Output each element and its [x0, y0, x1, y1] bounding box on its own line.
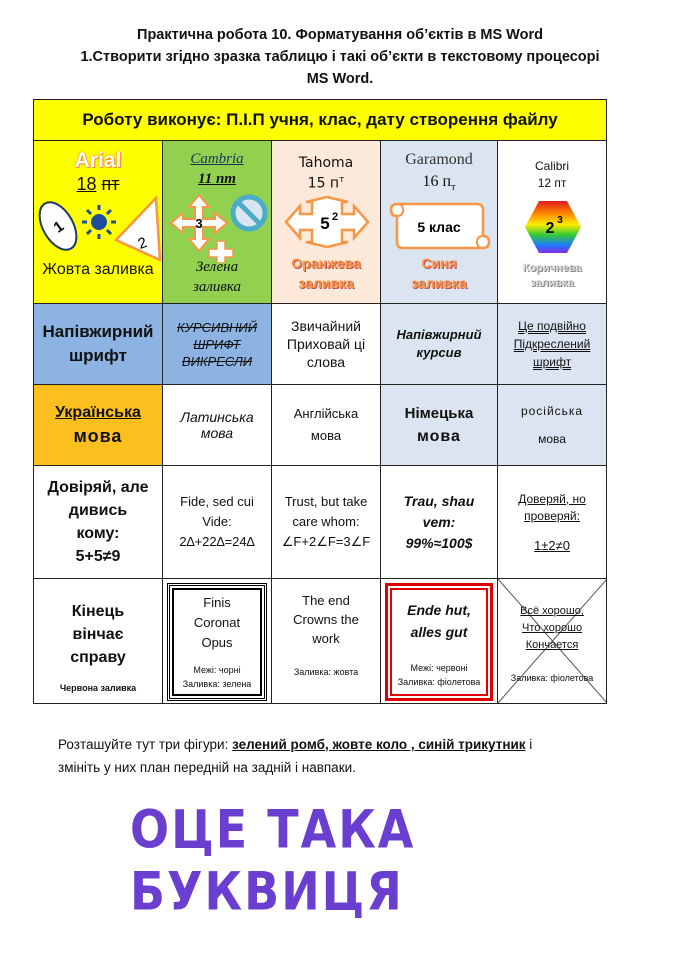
proverb-line: vem:	[422, 513, 456, 530]
cell-bold-italic[interactable]	[381, 304, 498, 385]
scroll-banner-shape	[387, 196, 491, 252]
end-uk	[34, 600, 162, 669]
font-size-value: 18	[76, 174, 97, 194]
font-size-garamond	[381, 173, 497, 193]
end-en-note: Заливка: жовта	[293, 667, 359, 677]
sun-icon	[82, 205, 116, 239]
cell-end-en[interactable]	[272, 579, 381, 704]
end-la-note	[163, 663, 271, 691]
end-uk-note: Червона заливка	[59, 683, 137, 693]
end-line: справу	[70, 648, 126, 666]
cell-proverb-en[interactable]	[272, 466, 381, 579]
end-line: Coronat	[193, 615, 241, 630]
lang-russian-mova: мова	[538, 432, 566, 446]
lang-russian: російська	[520, 404, 584, 418]
lang-german-mova: мова	[417, 427, 461, 445]
instruction-highlight: зелений ромб, жовте коло , синій трикутник	[232, 737, 526, 752]
cell-double-underline[interactable]	[498, 304, 607, 385]
proverb-line: 2∆+22∆=24∆	[179, 534, 255, 549]
instruction-line2: змініть у них план передній на задній і навпаки.	[58, 760, 356, 775]
lang-german: Німецька	[404, 404, 474, 422]
end-line: Что хорошо	[521, 622, 583, 634]
header-row-cell[interactable]	[34, 100, 607, 141]
cell-end-uk[interactable]	[34, 579, 163, 704]
size-text: 16 п	[422, 173, 452, 190]
fill-label-line2: заливка	[298, 275, 354, 291]
end-line: Кончается	[525, 639, 579, 651]
fill-label-line2: заливка	[411, 275, 467, 291]
fill-label-tahoma	[272, 253, 380, 293]
end-ru	[498, 603, 606, 654]
font-name-arial: Arial	[74, 149, 122, 172]
proverb-line: 1±2≠0	[534, 537, 571, 553]
circle-number: 1	[50, 217, 68, 237]
hex-sup: 3	[557, 215, 563, 226]
proverb-line: кому:	[76, 525, 120, 542]
size-sub: т	[451, 182, 456, 194]
arrow-sup: 2	[331, 211, 339, 223]
end-line: The end	[302, 593, 350, 608]
cell-german[interactable]	[381, 385, 498, 466]
instruction-line1	[58, 734, 532, 755]
page-title-line2: 1.Створити згідно зразка таблицю і такі об’єкти в текстовому процесорі	[80, 49, 600, 65]
proverb-en	[272, 492, 380, 552]
proverb-ru	[498, 491, 606, 554]
proverb-line: Доверяй, но	[518, 491, 586, 506]
fill-label-line1: Синя	[421, 255, 457, 271]
end-line: Finis	[203, 595, 231, 610]
cell-cambria[interactable]	[163, 141, 272, 304]
instruction-text: і	[525, 737, 533, 752]
proverb-line: Vide:	[202, 514, 232, 529]
font-size-calibri: 12 пт	[537, 176, 567, 190]
cell-end-ru[interactable]	[498, 579, 607, 704]
size-sup: т	[339, 175, 345, 185]
page-title-line3: MS Word.	[306, 71, 374, 87]
style-double-underline-text: Це подвійно Підкреслений шрифт	[513, 319, 591, 369]
arrow-base: 5	[320, 214, 330, 233]
fill-label-calibri	[498, 261, 606, 291]
end-line: Всё хорошо,	[520, 605, 584, 617]
fill-label-line2: заливка	[530, 277, 574, 289]
prohibited-icon	[233, 197, 265, 229]
style-bold-text: Напівжирний шрифт	[42, 322, 154, 365]
fill-label-garamond	[381, 253, 497, 293]
proverb-line: Trust, but take	[284, 494, 368, 509]
cell-italic-strike[interactable]	[163, 304, 272, 385]
cell-proverb-ru[interactable]	[498, 466, 607, 579]
style-italic-strike-text: КУРСИВНИЙ ШРИФТ ВИКРЕСЛИ	[177, 319, 257, 369]
triangle-number: 2	[135, 233, 150, 253]
end-en	[272, 591, 380, 648]
proverb-line: проверяй:	[524, 508, 580, 523]
rainbow-hexagon-shape	[522, 197, 584, 257]
proverb-line: Довіряй, але	[47, 479, 149, 496]
font-name-tahoma: Tahoma	[298, 155, 354, 171]
proverb-uk	[34, 476, 162, 568]
proverb-line: дивись	[68, 502, 128, 519]
font-size-cambria: 11 пт	[198, 171, 236, 187]
note-line: Межі: червоні	[410, 663, 468, 673]
cell-end-de[interactable]	[381, 579, 498, 704]
proverb-line: Fide, sed cui	[180, 494, 254, 509]
end-line: Ende hut,	[407, 602, 471, 618]
end-la	[163, 593, 271, 653]
lang-ukrainian: Українська	[55, 403, 141, 421]
instruction-text: Розташуйте тут три фігури:	[58, 737, 233, 752]
end-ru-note: Заливка: фіолетова	[510, 673, 594, 683]
double-arrow-shape	[284, 196, 370, 248]
font-name-garamond: Garamond	[405, 151, 473, 168]
cell-bold[interactable]	[34, 304, 163, 385]
font-size-tahoma	[272, 175, 380, 192]
fill-label-cambria	[163, 257, 271, 297]
font-size-unit: пт	[101, 174, 120, 194]
header-row-text: Роботу виконує: П.І.П учня, клас, дату створення файлу	[82, 110, 558, 129]
font-name-cambria: Cambria	[190, 151, 244, 167]
scroll-text: 5 клас	[417, 219, 461, 235]
proverb-line: care whom:	[292, 514, 360, 529]
cell-english[interactable]	[272, 385, 381, 466]
end-line: alles gut	[410, 624, 468, 640]
size-text: 15 п	[307, 175, 340, 192]
cell-calibri[interactable]	[498, 141, 607, 304]
cell-hidden[interactable]	[272, 304, 381, 385]
dropcap-wordart: ОЦЕ ТАКА БУКВИЦЯ	[130, 797, 416, 923]
proverb-line: Trau, shau	[403, 492, 475, 509]
cell-arial[interactable]	[34, 141, 163, 304]
task-table	[33, 99, 607, 704]
lang-ukrainian-mova: мова	[73, 425, 123, 446]
fill-label-line2: заливка	[192, 279, 242, 295]
cell-proverb-de[interactable]	[381, 466, 498, 579]
note-line: Заливка: фіолетова	[397, 677, 481, 687]
cell-proverb-la[interactable]	[163, 466, 272, 579]
proverb-la	[163, 492, 271, 552]
cell-ukrainian[interactable]	[34, 385, 163, 466]
end-de	[381, 599, 497, 643]
end-line: Кінець	[71, 602, 125, 620]
end-line: вінчає	[72, 625, 124, 643]
fill-label-line1: Оранжева	[291, 255, 361, 271]
proverb-line: 5+5≠9	[75, 548, 121, 565]
cell-garamond[interactable]	[381, 141, 498, 304]
fill-label-line1: Зелена	[195, 259, 239, 275]
end-line: Crowns the	[293, 612, 359, 627]
font-name-calibri: Calibri	[535, 159, 570, 173]
hex-base: 2	[545, 220, 555, 237]
lang-english: Англійська мова	[293, 406, 359, 443]
font-size-arial	[34, 174, 162, 195]
note-line: Межі: чорні	[193, 665, 241, 675]
fill-label-arial: Жовта заливка	[42, 261, 154, 278]
end-de-note	[381, 661, 497, 689]
arrow-number: 3	[195, 216, 203, 231]
cambria-shapes	[165, 191, 271, 263]
cell-tahoma[interactable]	[272, 141, 381, 304]
lang-latin: Латинська мова	[180, 409, 254, 441]
cell-end-la[interactable]	[163, 579, 272, 704]
triangle-shape	[116, 198, 160, 260]
page-title-line1: Практична робота 10. Форматування об’єктів в MS Word	[137, 27, 543, 43]
arial-shapes	[36, 196, 162, 261]
style-bold-italic-text: Напівжирний курсив	[396, 327, 482, 360]
cell-russian[interactable]	[498, 385, 607, 466]
proverb-line: ∠F+2∠F=3∠F	[281, 534, 371, 549]
cell-latin[interactable]	[163, 385, 272, 466]
end-line: Opus	[201, 635, 233, 650]
end-line: work	[312, 631, 340, 646]
proverb-line: 99%≈100$	[405, 534, 473, 551]
style-hidden-text: Звичайний Приховай ці слова	[286, 318, 366, 370]
fill-label-line1: Коричнева	[522, 262, 582, 274]
note-line: Заливка: зелена	[182, 679, 252, 689]
proverb-de	[381, 491, 497, 554]
cell-proverb-uk[interactable]	[34, 466, 163, 579]
